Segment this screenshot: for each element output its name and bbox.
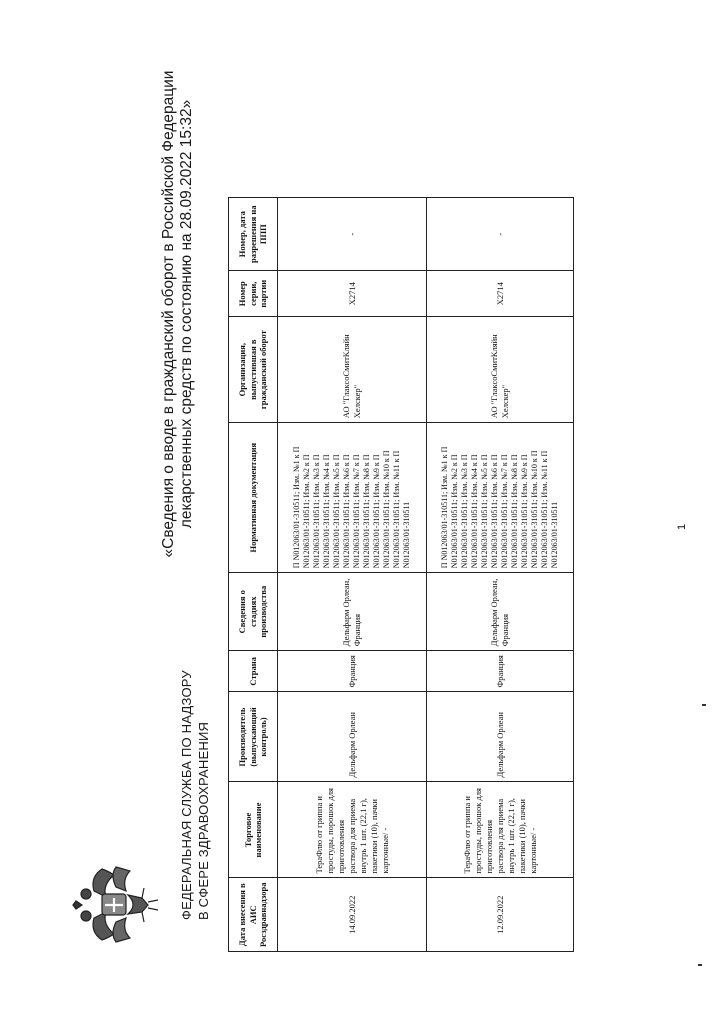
doc-line: N012063/01-310511; Изм. №3 к П — [312, 454, 321, 569]
cell-permit: - — [427, 198, 574, 271]
doc-line: N012063/01-310511; Изм. №2 к П — [450, 454, 459, 569]
cell-docs — [427, 423, 574, 573]
col-header-docs: Нормативная документация — [229, 423, 278, 573]
col-header-country: Страна — [229, 651, 278, 692]
doc-line: П N012063/01-310511; Изм. №1 к П — [292, 446, 301, 569]
cell-organization: АО "ГлаксоСмитКляйн Хелскер" — [278, 317, 427, 423]
doc-line: N012063/01-310511; Изм. №6 к П — [490, 454, 499, 569]
table-row — [278, 198, 427, 952]
col-header-manufacturer: Производитель (выпускающий контроль) — [229, 692, 278, 782]
table-header-row — [229, 198, 278, 952]
doc-line: N012063/01-310511; Изм. №4 к П — [322, 454, 331, 569]
cell-trade-name: ТераФлю от гриппа и простуды, порошок для приготовления раствора для приема внутрь 1 шт. (22,1 г), пакетики (10), пачки картонные/ - — [278, 782, 427, 878]
cell-date: 14.09.2022 — [278, 878, 427, 952]
agency-line-1: ФЕДЕРАЛЬНАЯ СЛУЖБА ПО НАДЗОРУ — [179, 670, 194, 920]
doc-line: N012063/01-310511; Изм. №5 к П — [480, 454, 489, 569]
cell-batch: X2714 — [427, 271, 574, 317]
doc-line: П N012063/01-310511; Изм. №1 к П — [440, 446, 449, 569]
cell-trade-name: ТераФлю от гриппа и простуды, порошок для приготовления раствора для приема внутрь 1 шт. (22,1 г), пакетики (10), пачки картонные/ - — [427, 782, 574, 878]
doc-line: N012063/01-310511; Изм. №9 к П — [372, 454, 381, 569]
doc-line: N012063/01-310511; Изм. №6 к П — [342, 454, 351, 569]
agency-name — [178, 590, 212, 920]
col-header-trade-name: Торговое наименование — [229, 782, 278, 878]
doc-line: N012063/01-310511; Изм. №10 к П — [530, 450, 539, 569]
col-header-organization: Организация, выпустившая в гражданский оборот — [229, 317, 278, 423]
cell-docs — [278, 423, 427, 573]
scan-speck — [702, 704, 706, 706]
doc-line: N012063/01-310511; Изм. №7 к П — [500, 454, 509, 569]
cell-stages: Дельфарм Орлеан, Франция — [427, 573, 574, 651]
doc-line: N012063/01-310511; Изм. №9 к П — [520, 454, 529, 569]
cell-date: 12.09.2022 — [427, 878, 574, 952]
cell-organization: АО "ГлаксоСмитКляйн Хелскер" — [427, 317, 574, 423]
col-header-date: Дата внесения в АИС Росздравнадзора — [229, 878, 278, 952]
cell-country: Франция — [278, 651, 427, 692]
cell-manufacturer: Дельфарм Орлеан — [427, 692, 574, 782]
eagle-emblem-icon — [72, 857, 160, 952]
title-line-1: «Сведения о вводе в гражданский оборот в Российской Федерации — [160, 70, 177, 558]
doc-line: N012063/01-310511; Изм. №5 к П — [332, 454, 341, 569]
doc-line: N012063/01-310511; Изм. №3 к П — [460, 454, 469, 569]
doc-line: N012063/01-310511; Изм. №10 к П — [382, 450, 391, 569]
col-header-permit: Номер, дата разрешения на ППП — [229, 198, 278, 271]
cell-manufacturer: Дельфарм Орлеан — [278, 692, 427, 782]
cell-stages: Дельфарм Орлеан, Франция — [278, 573, 427, 651]
doc-line: N012063/01-310511; Изм. №11 к П — [540, 450, 549, 569]
doc-line: N012063/01-310511; Изм. №7 к П — [352, 454, 361, 569]
table-row — [427, 198, 574, 952]
doc-line: N012063/01-310511; Изм. №2 к П — [302, 454, 311, 569]
col-header-stages: Сведения о стадиях производства — [229, 573, 278, 651]
cell-country: Франция — [427, 651, 574, 692]
col-header-batch: Номер серии, партии — [229, 271, 278, 317]
doc-line: N012063/01-310511; Изм. №8 к П — [362, 454, 371, 569]
title-line-2: лекарственных средств по состоянию на 28.09.2022 15:32» — [178, 99, 195, 529]
doc-line: N012063/01-310511; Изм. №4 к П — [470, 454, 479, 569]
page-number: 1 — [676, 523, 688, 530]
drugs-table — [228, 197, 574, 952]
agency-line-2: В СФЕРЕ ЗДРАВООХРАНЕНИЯ — [196, 721, 211, 920]
document-title — [160, 44, 196, 584]
cell-permit: - — [278, 198, 427, 271]
doc-line: N012063/01-310511; Изм. №11 к П — [392, 450, 401, 569]
scan-speck — [698, 964, 702, 966]
cell-batch: X2714 — [278, 271, 427, 317]
doc-line: N012063/01-310511; Изм. №8 к П — [510, 454, 519, 569]
doc-line: N012063/01-310511 — [402, 501, 411, 569]
doc-line: N012063/01-310511 — [550, 501, 559, 569]
